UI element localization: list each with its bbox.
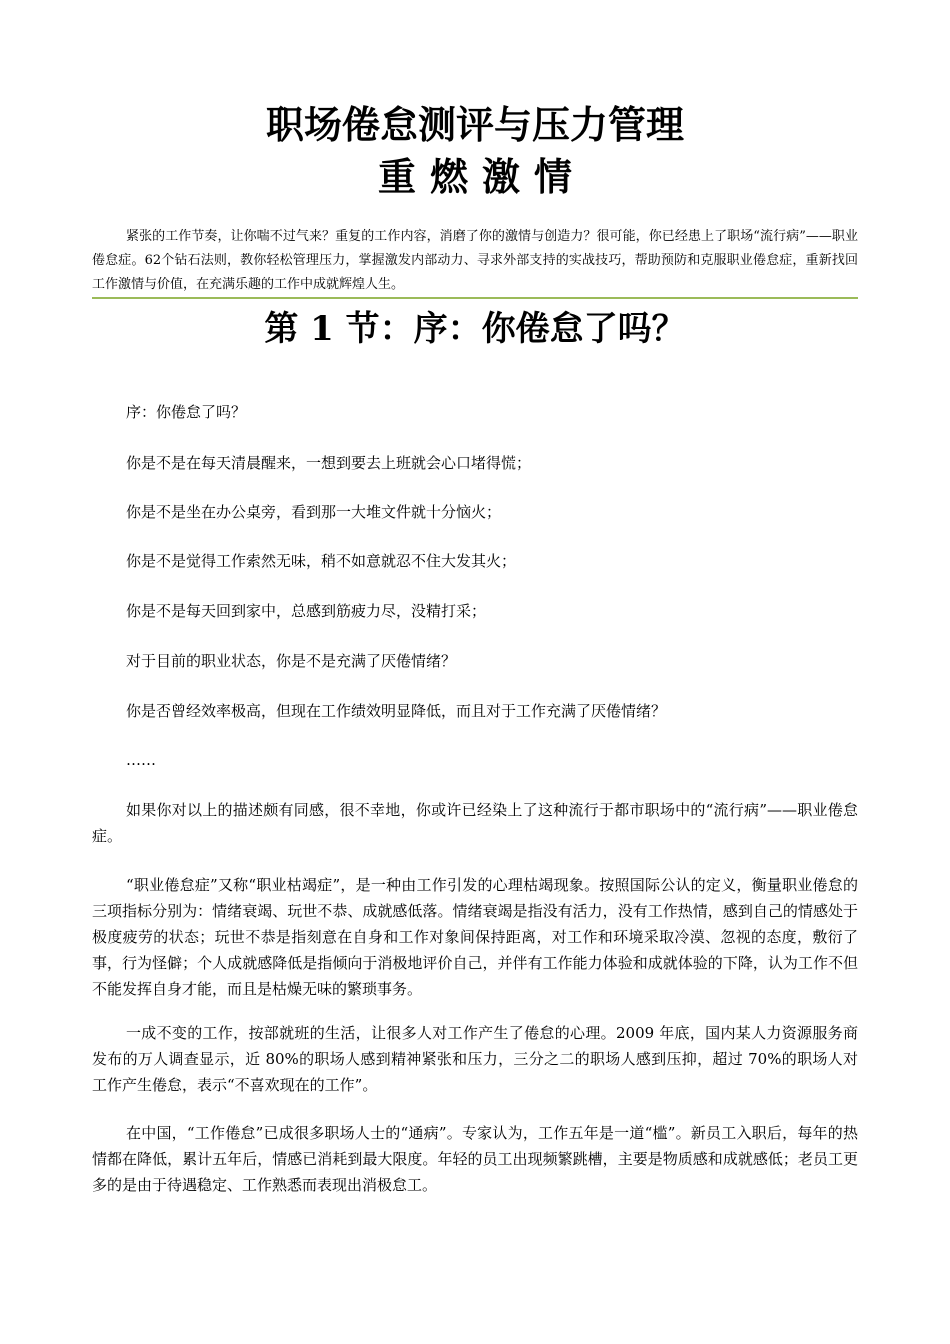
ellipsis-line: …… — [126, 751, 156, 769]
question-line: 你是不是每天回到家中，总感到筋疲力尽，没精打采； — [126, 602, 487, 620]
body-paragraph: 如果你对以上的描述颇有同感，很不幸地，你或许已经染上了这种流行于都市职场中的“流行病”——职业倦怠症。 — [92, 801, 858, 845]
section-divider — [92, 297, 858, 299]
section-heading: 第 1 节：序：你倦怠了吗？ — [264, 309, 686, 349]
question-line: 你是不是坐在办公桌旁，看到那一大堆文件就十分恼火； — [126, 503, 502, 521]
document-subtitle: 重燃激情 — [377, 154, 586, 199]
body-paragraph: “职业倦怠症”又称“职业枯竭症”，是一种由工作引发的心理枯竭现象。按照国际公认的定义，衡量职业倦怠的三项指标分别为：情绪衰竭、玩世不恭、成就感低落。情绪衰竭是指没有活力，没有工作热情，感到自己的情感处于极度疲劳的状态；玩世不恭是指刻意在自身和工作对象间保持距离，对工作和环境采取冷漠、忽视的态度，敷衍了事，行为怪僻；个人成就感降低是指倾向于消极地评价自己，并伴有工作能力体验和成就体验的下降，认为工作不但不能发挥自身才能，而且是枯燥无味的繁琐事务。 — [92, 876, 858, 998]
body-paragraph: 在中国，“工作倦怠”已成很多职场人士的“通病”。专家认为，工作五年是一道“槛”。新员工入职后，每年的热情都在降低，累计五年后，情感已消耗到最大限度。年轻的员工出现频繁跳槽，主要是物质感和成就感低；老员工更多的是由于待遇稳定、工作熟悉而表现出消极怠工。 — [92, 1124, 858, 1194]
question-line: 你是否曾经效率极高，但现在工作绩效明显降低，而且对于工作充满了厌倦情绪？ — [126, 702, 667, 720]
body-paragraph: 一成不变的工作，按部就班的生活，让很多人对工作产生了倦怠的心理。2009 年底，国内某人力资源服务商发布的万人调查显示，近 80%的职场人感到精神紧张和压力，三分之二的职场人感到压抑，超过 70%的职场人对工作产生倦怠，表示“不喜欢现在的工作”。 — [92, 1024, 858, 1094]
question-line: 序：你倦怠了吗？ — [126, 403, 247, 421]
question-line: 你是不是觉得工作索然无味，稍不如意就忍不住大发其火； — [126, 552, 517, 570]
question-line: 对于目前的职业状态，你是不是充满了厌倦情绪？ — [126, 652, 457, 670]
document-title: 职场倦怠测评与压力管理 — [265, 102, 684, 147]
question-line: 你是不是在每天清晨醒来，一想到要去上班就会心口堵得慌； — [126, 454, 532, 472]
intro-paragraph: 紧张的工作节奏，让你喘不过气来？重复的工作内容，消磨了你的激情与创造力？很可能，你已经患上了职场“流行病”——职业倦怠症。62个钻石法则，教你轻松管理压力，掌握激发内部动力、寻求外部支持的实战技巧，帮助预防和克服职业倦怠症，重新找回工作激情与价值，在充满乐趣的工作中成就辉煌人生。 — [92, 229, 858, 292]
